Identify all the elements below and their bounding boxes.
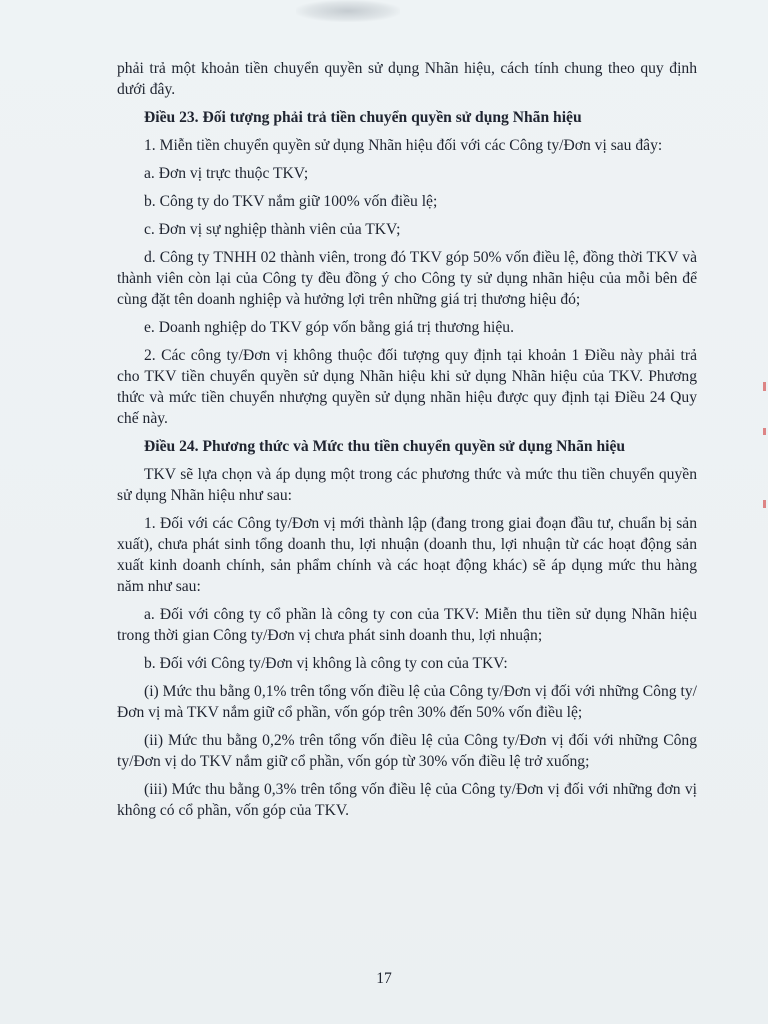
list-item: b. Đối với Công ty/Đơn vị không là công ty con của TKV: xyxy=(144,655,508,672)
scan-smudge xyxy=(296,0,400,22)
list-item: a. Đối với công ty cổ phần là công ty con của TKV: Miễn thu tiền sử dụng Nhãn hiệu trong thời gian Công ty/Đơn vị chưa phát sinh doanh thu, lợi nhuận; xyxy=(117,606,697,644)
list-item: a. Đơn vị trực thuộc TKV; xyxy=(144,165,309,182)
article-24-heading: Điều 24. Phương thức và Mức thu tiền chuyển quyền sử dụng Nhãn hiệu xyxy=(144,438,626,455)
edge-mark xyxy=(763,428,766,435)
article-23-heading: Điều 23. Đối tượng phải trả tiền chuyển quyền sử dụng Nhãn hiệu xyxy=(144,109,582,126)
list-item: c. Đơn vị sự nghiệp thành viên của TKV; xyxy=(144,221,401,238)
page-number: 17 xyxy=(376,970,392,987)
list-item: (ii) Mức thu bằng 0,2% trên tổng vốn điều lệ của Công ty/Đơn vị đối với những Công ty/Đơn vị do TKV nắm giữ cổ phần, vốn góp từ 30% vốn điều lệ trở xuống; xyxy=(117,732,697,770)
edge-mark xyxy=(763,500,766,508)
list-item: d. Công ty TNHH 02 thành viên, trong đó TKV góp 50% vốn điều lệ, đồng thời TKV và thành viên còn lại của Công ty đều đồng ý cho Công ty sử dụng nhãn hiệu của mỗi bên để cùng đặt tên doanh nghiệp và hưởng lợi trên những giá trị thương hiệu đó; xyxy=(117,249,697,308)
list-item: e. Doanh nghiệp do TKV góp vốn bằng giá trị thương hiệu. xyxy=(144,319,514,336)
paragraph: TKV sẽ lựa chọn và áp dụng một trong các phương thức và mức thu tiền chuyển quyền sử dụng Nhãn hiệu như sau: xyxy=(117,466,697,504)
list-item: b. Công ty do TKV nắm giữ 100% vốn điều lệ; xyxy=(144,193,438,210)
paragraph: 1. Đối với các Công ty/Đơn vị mới thành lập (đang trong giai đoạn đầu tư, chuẩn bị sản xuất), chưa phát sinh tổng doanh thu, lợi nhuận (doanh thu, lợi nhuận từ các hoạt động sản xuất kinh doanh chính, sản phẩm chính và các hoạt động khác) sẽ áp dụng mức thu hàng năm như sau: xyxy=(117,515,697,595)
document-body xyxy=(117,58,697,828)
paragraph: 2. Các công ty/Đơn vị không thuộc đối tượng quy định tại khoản 1 Điều này phải trả cho TKV tiền chuyển quyền sử dụng Nhãn hiệu khi sử dụng Nhãn hiệu của TKV. Phương thức và mức tiền chuyển nhượng quyền sử dụng nhãn hiệu được quy định tại Điều 24 Quy chế này. xyxy=(117,347,697,427)
paragraph: 1. Miễn tiền chuyển quyền sử dụng Nhãn hiệu đối với các Công ty/Đơn vị sau đây: xyxy=(144,137,663,154)
list-item: (iii) Mức thu bằng 0,3% trên tổng vốn điều lệ của Công ty/Đơn vị đối với những đơn vị không có cổ phần, vốn góp của TKV. xyxy=(117,781,697,819)
edge-mark xyxy=(763,382,766,391)
paragraph-continuation: phải trả một khoản tiền chuyển quyền sử dụng Nhãn hiệu, cách tính chung theo quy định dưới đây. xyxy=(117,60,697,98)
list-item: (i) Mức thu bằng 0,1% trên tổng vốn điều lệ của Công ty/Đơn vị đối với những Công ty/Đơn vị mà TKV nắm giữ cổ phần, vốn góp trên 30% đến 50% vốn điều lệ; xyxy=(117,683,697,721)
